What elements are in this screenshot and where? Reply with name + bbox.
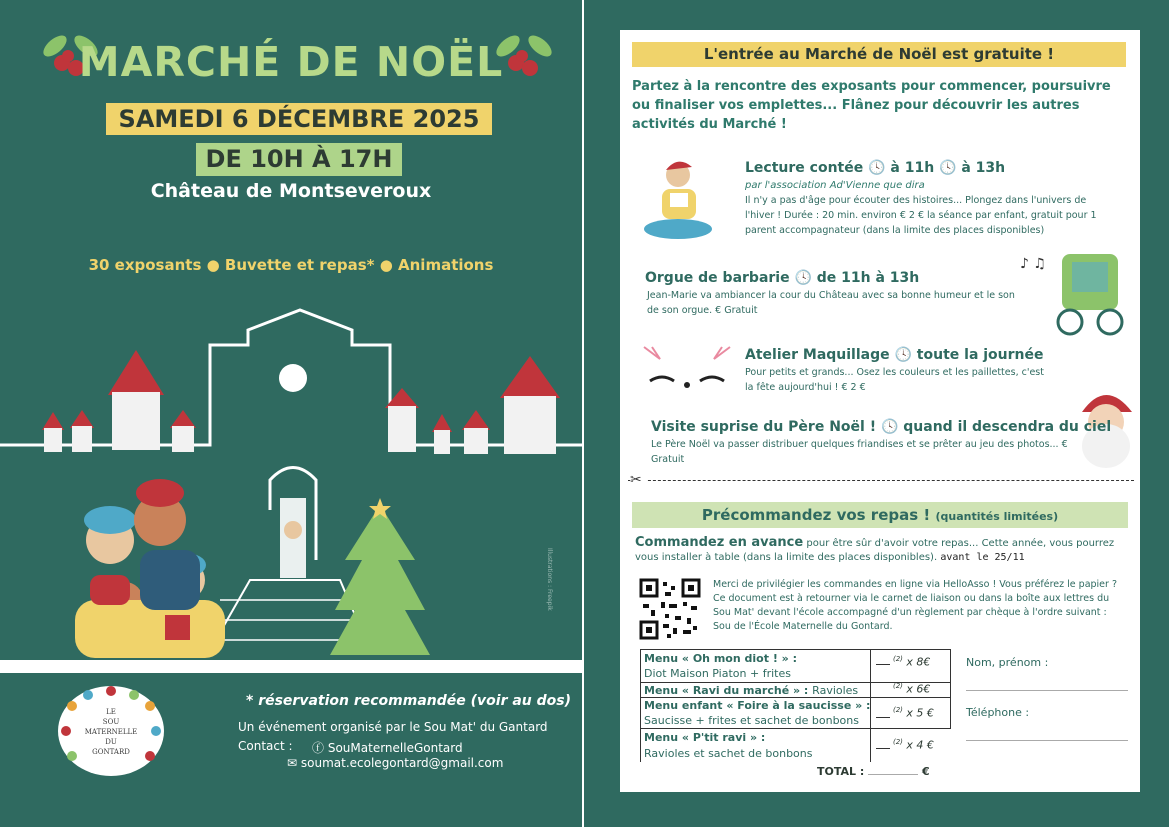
preorder-banner: [632, 502, 1128, 528]
activity-title: Visite suprise du Père Noël ! 🕓 quand il descendra du ciel: [651, 419, 1112, 435]
svg-text:♪ ♫: ♪ ♫: [1020, 256, 1046, 272]
form-border: [950, 649, 951, 729]
castle-window: [279, 364, 307, 392]
order-ahead-bold: Commandez en avance: [635, 535, 804, 550]
form-line: [640, 649, 950, 650]
activity-title: Orgue de barbarie 🕓 de 11h à 13h: [645, 270, 920, 286]
reservation-note: * réservation recommandée (voir au dos): [246, 693, 572, 709]
order-ahead-text: [635, 536, 1115, 565]
event-features: 30 exposants ● Buvette et repas* ● Animations: [88, 256, 494, 274]
qr-instructions: Merci de privilégier les commandes en ligne via HelloAsso ! Vous préférez le papier ? Ce document est à retourner via le carnet de liaison ou dans la boîte aux lettres du Sou Mat' devant l'école accompagné d'un règlement par chèque à l'ordre suivant : Sou de l'École Maternelle du Gontard.: [713, 579, 1117, 632]
menu-price: $^{(2)}$ x 5 €: [893, 706, 934, 720]
storyteller-icon: [640, 155, 720, 245]
menu-name: Menu « Oh mon diot ! » :: [644, 652, 797, 665]
menu-description: Ravioles et sachet de bonbons: [644, 747, 813, 760]
event-date: SAMEDI 6 DÉCEMBRE 2025: [106, 103, 492, 135]
logo-line-2: SOU: [102, 718, 120, 726]
face-paint-icon: [640, 345, 735, 390]
name-field[interactable]: [966, 690, 1128, 691]
school-logo: [58, 686, 164, 776]
logo-line-1: LE: [106, 708, 116, 716]
mail-icon: ✉: [287, 756, 298, 770]
contact-label: Contact :: [238, 739, 293, 753]
facebook-contact[interactable]: [312, 739, 463, 756]
menu-name: Menu « Ravi du marché » : Ravioles: [644, 684, 859, 697]
menu-description: Saucisse + frites et sachet de bonbons: [644, 714, 859, 727]
activity-title: Atelier Maquillage 🕓 toute la journée: [745, 347, 1044, 363]
scissors-icon: ✂: [630, 472, 646, 488]
poster-front-top: [0, 0, 582, 660]
order-ahead-body: pour être sûr d'avoir votre repas... Cette année, vous pourrez vous installer à table (dans la limite des places disponibles).: [635, 538, 1115, 563]
menu-name: Menu enfant « Foire à la saucisse » :: [644, 699, 871, 712]
email-contact[interactable]: [287, 756, 503, 770]
facebook-icon: ⓕ: [312, 741, 325, 755]
form-border: [640, 649, 641, 762]
form-line: [640, 728, 950, 729]
illustration-credit: Illustrations : Freepik: [546, 548, 553, 611]
facebook-name: SouMaternelleGontard: [327, 741, 463, 755]
qty-input[interactable]: [876, 664, 890, 665]
total-field[interactable]: [868, 774, 918, 775]
intro-text: Partez à la rencontre des exposants pour commencer, poursuivre ou finaliser vos emplettes... Flânez pour découvrir les autres activités du Marché !: [632, 79, 1111, 132]
qr-code-icon[interactable]: [639, 578, 701, 640]
qty-input[interactable]: [876, 748, 890, 749]
preorder-title: Précommandez vos repas !: [701, 506, 931, 524]
activity-subtitle: par l'association Ad'Vienne que dira: [745, 180, 925, 191]
email-address: soumat.ecolegontard@gmail.com: [300, 756, 504, 770]
poster-illustration: [0, 0, 582, 660]
free-entry-banner: L'entrée au Marché de Noël est gratuite !: [632, 42, 1126, 67]
christmas-tree-icon: [330, 498, 430, 655]
preorder-note: (quantités limitées): [935, 510, 1059, 523]
menu-price: $^{(2)}$ x 8€: [893, 655, 931, 669]
total-label: TOTAL :: [817, 765, 865, 778]
activity-title: Lecture contée 🕓 à 11h 🕓 à 13h: [745, 160, 1006, 176]
menu-name: Menu « P'tit ravi » :: [644, 731, 766, 744]
total-row: [817, 765, 930, 778]
name-label: Nom, prénom :: [966, 656, 1049, 669]
poster-title: MARCHÉ DE NOËL: [78, 38, 504, 86]
menu-price: $^{(2)}$ x 6€: [893, 682, 931, 696]
phone-field[interactable]: [966, 740, 1128, 741]
total-currency: €: [921, 765, 930, 778]
organizer-text: Un événement organisé par le Sou Mat' du Gantard: [238, 720, 548, 734]
logo-line-4: DU: [105, 738, 117, 746]
family-illustration: [75, 479, 225, 658]
activity-description: Jean-Marie va ambiancer la cour du Château avec sa bonne humeur et le son de son orgue. € Gratuit: [647, 290, 1015, 316]
menu-price: $^{(2)}$ x 4 €: [893, 738, 934, 752]
qty-input[interactable]: [876, 717, 890, 718]
activity-description: Pour petits et grands... Osez les couleurs et les paillettes, c'est la fête aujourd'hui ! € 2 €: [745, 367, 1044, 393]
cut-line: [628, 480, 1134, 481]
activity-description: Le Père Noël va passer distribuer quelques friandises et se prêter au jeu des photos... € Gratuit: [651, 439, 1068, 465]
santa-peek-icon: [284, 521, 302, 539]
event-venue: Château de Montseveroux: [150, 180, 432, 202]
handwritten-deadline: avant le 25/11: [940, 552, 1025, 563]
logo-line-3: MATERNELLE: [84, 728, 138, 736]
market-stall-icon: [42, 350, 560, 454]
barrel-organ-icon: [1018, 248, 1128, 338]
logo-line-5: GONTARD: [92, 748, 130, 756]
activity-description: Il n'y a pas d'âge pour écouter des histoires... Plongez dans l'univers de l'hiver ! Durée : 20 min. environ € 2 € la séance par enfant, gratuit pour 1 parent accompagnateur (dans la limite des places disponibles): [745, 195, 1097, 236]
menu-description: Diot Maison Piaton + frites: [644, 667, 791, 680]
form-line: [640, 697, 950, 698]
phone-label: Téléphone :: [966, 706, 1030, 719]
event-hours: DE 10H À 17H: [196, 143, 402, 176]
